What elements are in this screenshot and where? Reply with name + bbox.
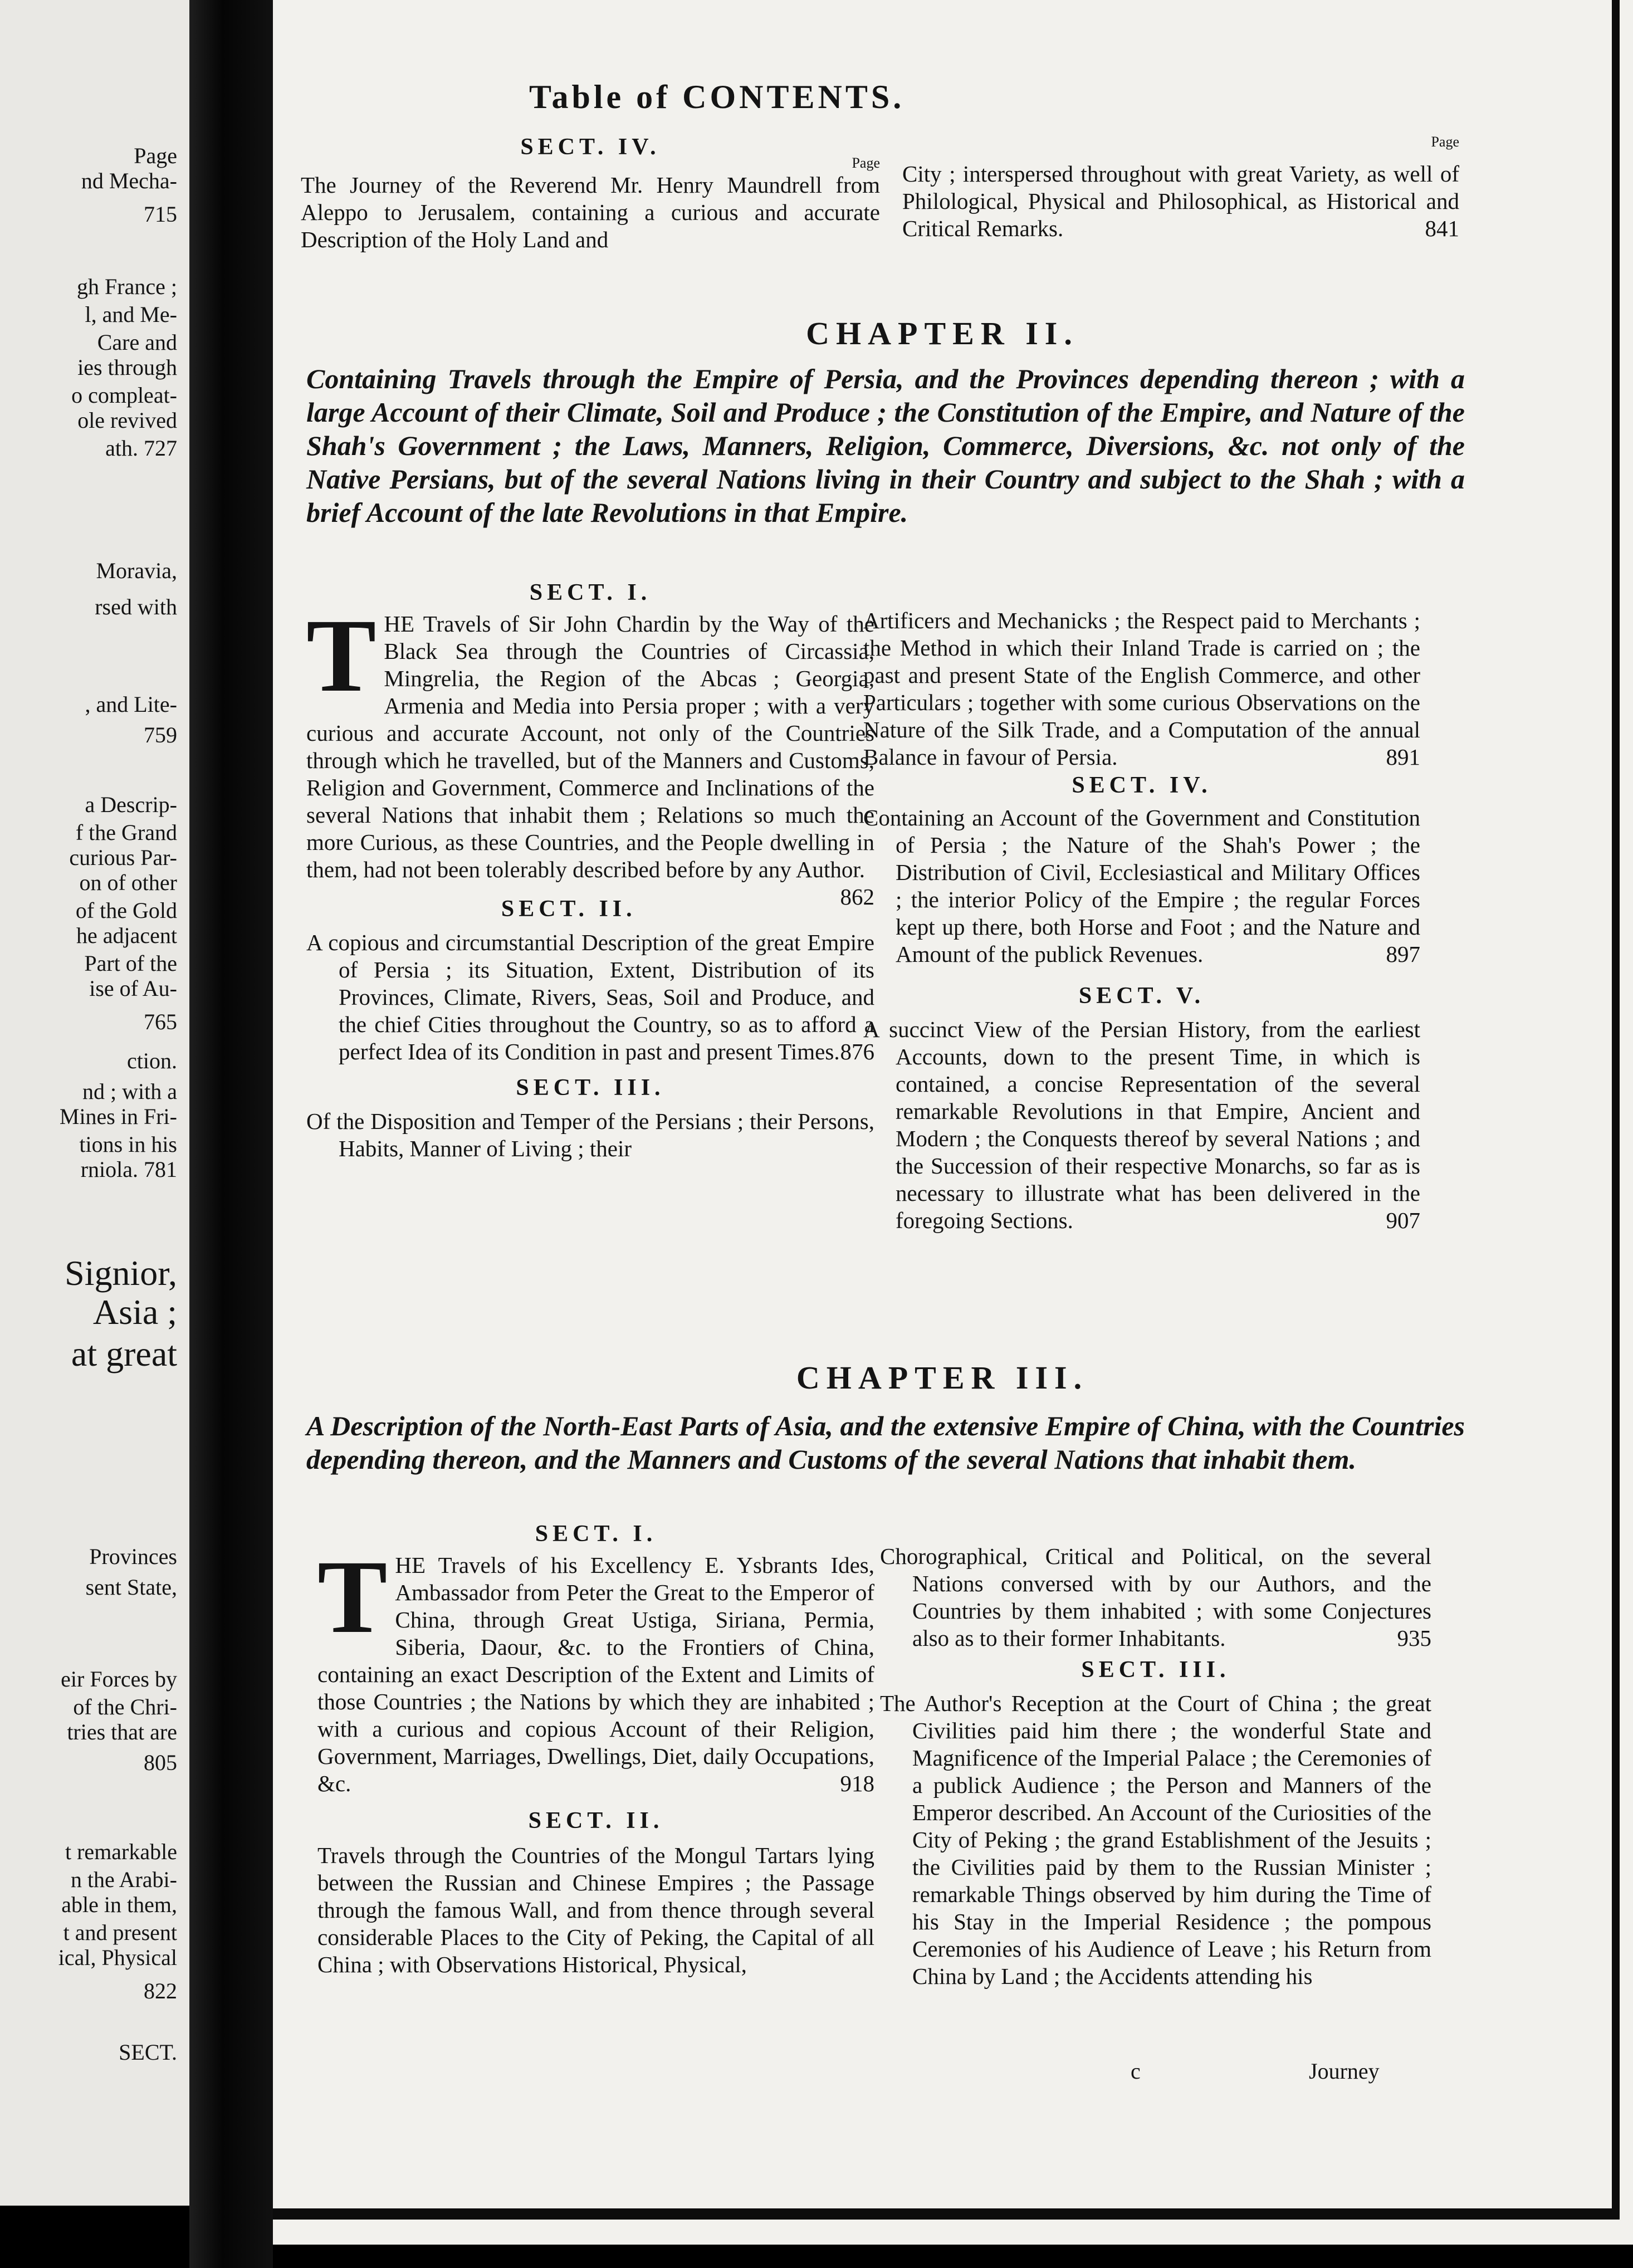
left-facing-page xyxy=(0,0,189,2206)
left-page-line: SECT. xyxy=(119,2040,177,2065)
left-page-line: 805 xyxy=(144,1750,177,1775)
left-page-line: Mines in Fri- xyxy=(59,1104,177,1129)
sect4-top-right xyxy=(902,134,1459,242)
left-page-line: Page xyxy=(134,143,177,168)
left-page-line: gh France ; xyxy=(77,274,177,299)
section-heading: SECT. III. xyxy=(516,1075,665,1101)
left-page-line: n the Arabi- xyxy=(70,1867,177,1892)
entry-text: Containing an Account of the Government and Constitution of Persia ; the Nature of the Shah's Power ; the Distribution of Civil, Ecclesiastical and Military Offices ; the interior Policy of the Empire ; the regular Forces kept up there, both Horse and Foot ; and the Nature and Amount of the publick Revenues. xyxy=(863,805,1420,967)
left-page-line: Part of the xyxy=(84,951,177,976)
entry-text: The Journey of the Reverend Mr. Henry Maundrell from Aleppo to Jerusalem, containing a curious and accurate Description of the Holy Land and xyxy=(301,172,880,252)
chapter-2-left-column xyxy=(306,579,874,1162)
left-page-line: Care and xyxy=(97,330,177,355)
chapter-3-left-column xyxy=(317,1521,874,1978)
left-page-line: Asia ; xyxy=(92,1292,177,1332)
chapter-3-right-column xyxy=(880,1543,1431,1990)
left-page-line: at great xyxy=(71,1334,177,1373)
page-number: 891 xyxy=(1386,744,1420,770)
page-label-right: Page xyxy=(1431,134,1459,150)
sect4-top-left xyxy=(301,134,880,253)
left-page-line: eir Forces by xyxy=(61,1666,177,1692)
left-page-line: 759 xyxy=(144,722,177,747)
catchword: Journey xyxy=(1309,2059,1380,2084)
left-page-line: Provinces xyxy=(89,1544,177,1569)
book-gutter xyxy=(189,0,273,2268)
left-page-line: he adjacent xyxy=(76,923,177,948)
entry-text: Travels through the Countries of the Mongul Tartars lying between the Russian and Chinese Empires ; the Passage through the famous Wall, and from thence through several considerable Places to the City of Peking, the Capital of all China ; with Observations Historical, Physical, xyxy=(317,1842,874,1977)
signature-mark: c xyxy=(1131,2059,1141,2084)
section-heading: SECT. II. xyxy=(501,896,637,922)
page-number: 862 xyxy=(840,884,874,910)
left-page-line: , and Lite- xyxy=(85,692,177,717)
left-page-line: t remarkable xyxy=(65,1839,177,1864)
page-title: Table of CONTENTS. xyxy=(529,79,905,115)
left-page-line: nd ; with a xyxy=(82,1079,177,1104)
left-page-line: Signior, xyxy=(65,1253,177,1293)
left-page-line: ies through xyxy=(77,355,177,380)
contents-page xyxy=(273,0,1633,2245)
left-page-line: able in them, xyxy=(61,1892,177,1917)
left-page-line: tions in his xyxy=(79,1132,177,1157)
chapter-2-heading: CHAPTER II. xyxy=(806,315,1079,351)
left-page-line: 765 xyxy=(144,1009,177,1034)
page-number: 918 xyxy=(840,1771,874,1796)
left-page-line: ole revived xyxy=(77,408,177,433)
entry-text: The Author's Reception at the Court of China ; the great Civilities paid him there ; the wonderful State and Magnificence of the Imperial Palace ; the Ceremonies of a publick Audience ; the Person and Manners of the Emperor described. An Account of the Curiosities of the City of Peking ; the grand Establishment of the Jesuits ; the Civilities paid by them to the Russian Minister ; remarkable Things observed by him during the Time of his Stay in the Imperial Residence ; the pompous Ceremonies of his Audience of Leave ; his Return from China by Land ; the Accidents attending his xyxy=(880,1690,1431,1989)
drop-cap: T xyxy=(317,1538,388,1655)
left-page-line: o compleat- xyxy=(71,383,177,408)
left-page-line: rsed with xyxy=(95,594,177,619)
section-heading: SECT. I. xyxy=(529,580,652,605)
left-page-line: l, and Me- xyxy=(85,302,177,327)
entry-text: HE Travels of Sir John Chardin by the Way of the Black Sea through the Countries of Circassia, Mingrelia, the Region of the Abcas ; Georgia, Armenia and Media into Persia proper ; with a very curious and accurate Account, not only of the Countries through which he travelled, but of the Manners and Customs, Religion and Government, Commerce and Inclinations of the several Nations that inhabit them ; Relations so much the more Curious, as these Countries, and the People dwelling in them, had not been tolerably described before by any Author. xyxy=(306,611,874,882)
left-page-line: tries that are xyxy=(67,1719,177,1744)
chapter-3-description: A Description of the North-East Parts of Asia, and the extensive Empire of China, with the Countries depending thereon, and the Manners and Customs of the several Nations that inhabit them. xyxy=(306,1410,1465,1475)
left-page-line: ction. xyxy=(127,1048,177,1073)
left-page-line: rniola. 781 xyxy=(80,1157,177,1182)
section-heading: SECT. IV. xyxy=(520,134,661,160)
left-page-line: ath. 727 xyxy=(105,436,177,461)
entry-text: Of the Disposition and Temper of the Persians ; their Persons, Habits, Manner of Living ; their xyxy=(306,1108,874,1161)
page-label: Page xyxy=(852,155,880,171)
page-number: 935 xyxy=(1397,1625,1431,1651)
left-page-line: Moravia, xyxy=(96,558,177,583)
chapter-3-heading: CHAPTER III. xyxy=(796,1360,1089,1396)
entry-text: A succinct View of the Persian History, from the earliest Accounts, down to the present Time, in which is contained, a concise Representation of the several remarkable Revolutions in that Empire, Ancient and Modern ; the Conquests thereof by several Nations ; and the Succession of their respective Monarchs, so far as is necessary to illustrate what has been delivered in the foregoing Sections. xyxy=(863,1016,1420,1233)
section-heading: SECT. V. xyxy=(1078,983,1205,1009)
left-page-line: on of other xyxy=(79,870,177,895)
page-number: 876 xyxy=(840,1039,874,1064)
left-page-line: 822 xyxy=(144,1978,177,2003)
chapter-2-description: Containing Travels through the Empire of Persia, and the Provinces depending thereon ; with a large Account of their Climate, Soil and Produce ; the Constitution of the Empire, and Nature of the Shah's Government ; the Laws, Manners, Religion, Commerce, Diversions, &c. not only of the Native Persians, but of the several Nations living in their Country and subject to the Shah ; with a brief Account of the late Revolutions in that Empire. xyxy=(306,363,1465,528)
entry-text: Chorographical, Critical and Political, on the several Nations conversed with by our Authors, and the Countries by them inhabited ; with some Conjectures also as to their former Inhabitants. xyxy=(880,1543,1431,1651)
left-page-line: ical, Physical xyxy=(58,1945,177,1970)
left-page-line: 715 xyxy=(144,202,177,227)
left-page-line: f the Grand xyxy=(75,820,177,845)
page-number: 907 xyxy=(1386,1208,1420,1233)
left-page-line: of the Gold xyxy=(75,898,177,923)
left-page-line: sent State, xyxy=(85,1575,177,1600)
page-number: 897 xyxy=(1386,941,1420,967)
drop-cap: T xyxy=(306,597,377,713)
left-page-line: t and present xyxy=(63,1920,177,1945)
entry-text: A copious and circumstantial Description of the great Empire of Persia ; its Situation, Extent, Distribution of its Provinces, Climate, Rivers, Seas, Soil and Produce, and the chief Cities throughout the Country, so as to afford a perfect Idea of its Condition in past and present Times. xyxy=(306,930,874,1064)
entry-text: HE Travels of his Excellency E. Ysbrants Ides, Ambassador from Peter the Great to the Emperor of China, through Great Ustiga, Siriana, Permia, Siberia, Daour, &c. to the Frontiers of China, containing an exact Description of the Extent and Limits of those Countries ; the Nations by which they are inhabited ; with a curious and copious Account of their Religion, Government, Marriages, Dwellings, Diet, daily Occupations, &c. xyxy=(317,1552,874,1796)
section-heading: SECT. III. xyxy=(1081,1657,1230,1683)
left-page-line: nd Mecha- xyxy=(81,168,177,193)
left-page-line: curious Par- xyxy=(69,845,177,870)
entry-text: City ; interspersed throughout with great Variety, as well of Philological, Physical and Philosophical, as Historical and Critical Remarks. xyxy=(902,161,1459,241)
section-heading: SECT. I. xyxy=(535,1521,657,1547)
entry-text: Artificers and Mechanicks ; the Respect paid to Merchants ; the Method in which their Inland Trade is carried on ; the past and present State of the English Commerce, and other Particulars ; together with some curious Observations on the Nature of the Silk Trade, and a Computation of the annual Balance in favour of Persia. xyxy=(863,608,1420,770)
left-page-line: of the Chri- xyxy=(73,1694,177,1719)
section-heading: SECT. IV. xyxy=(1072,773,1212,798)
left-page-line: ise of Au- xyxy=(89,976,177,1001)
page-number: 841 xyxy=(1425,216,1459,241)
section-heading: SECT. II. xyxy=(528,1808,664,1834)
left-page-line: a Descrip- xyxy=(85,792,177,817)
